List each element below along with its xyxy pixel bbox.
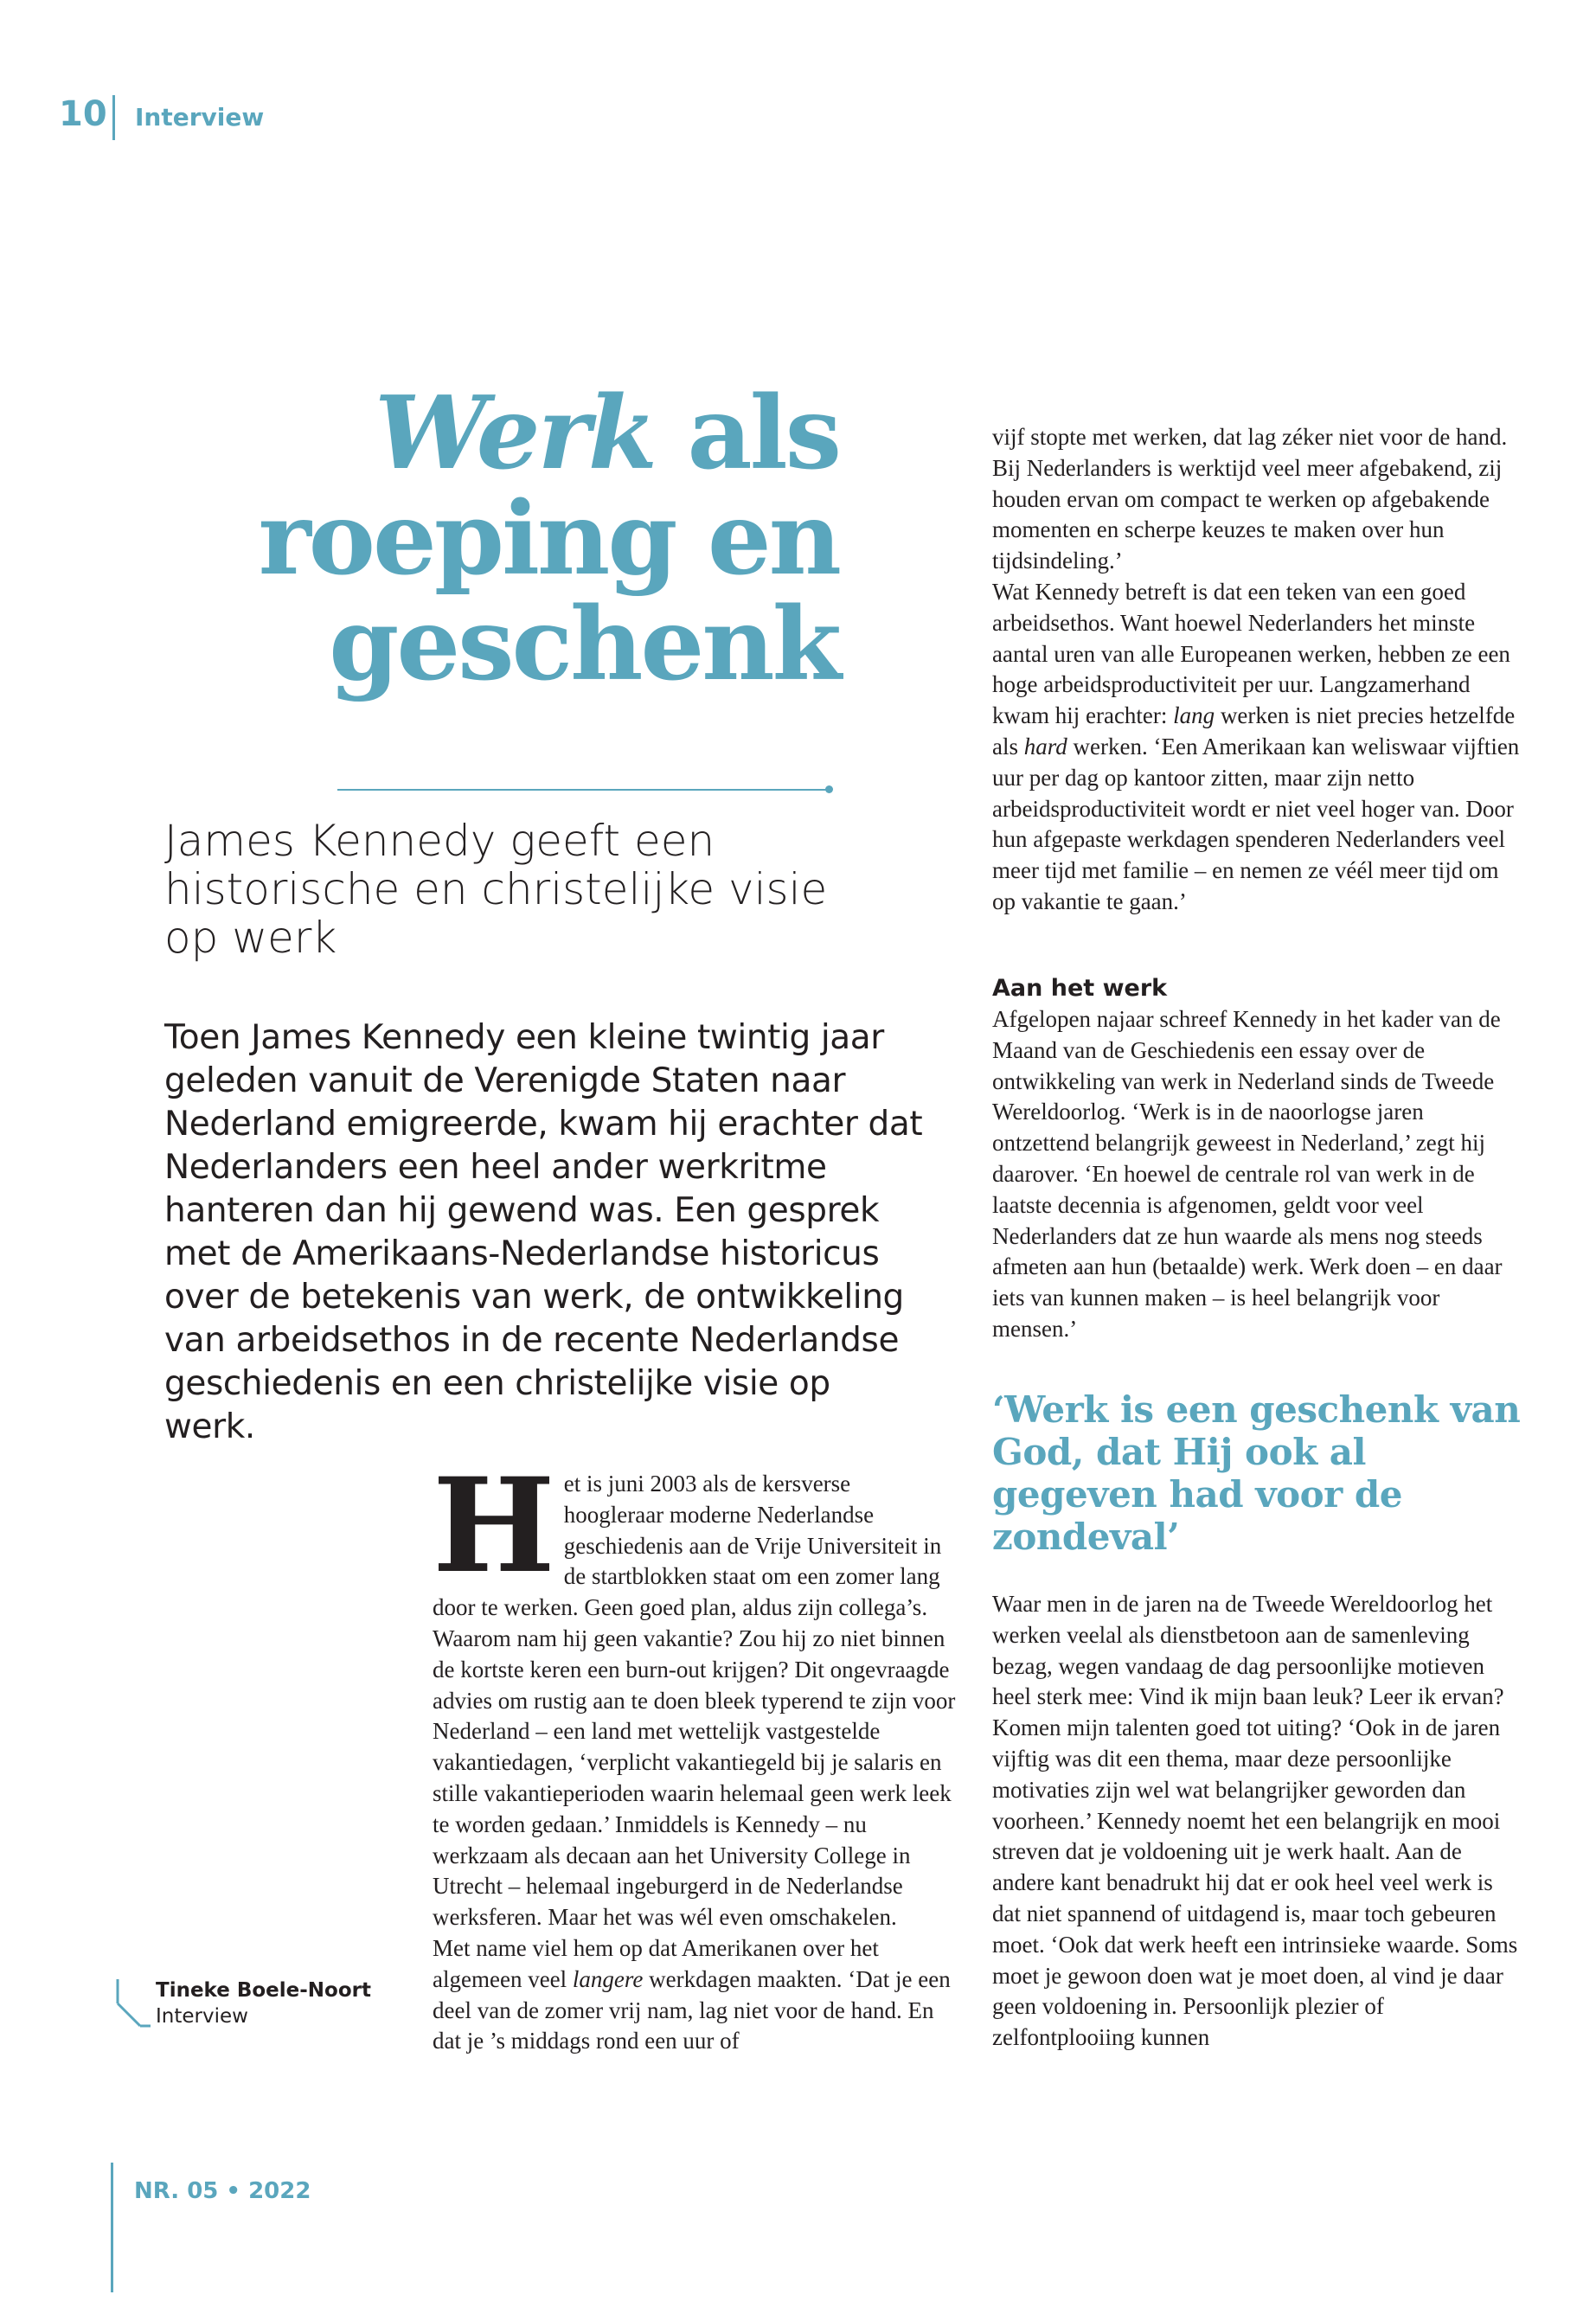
body-paragraph: Afgelopen najaar schreef Kennedy in het kader van de Maand van de Geschiedenis een essay over de ontwikkeling van werk in Nederland sinds de Tweede Wereldoorlog. ‘Werk is in de naoorlogse jaren ontzettend belangrijk geweest in Nederland,’ zegt hij daarover. ‘En hoewel de centrale rol van werk in de laatste decennia is afgenomen, geldt voor veel Nederlanders dat ze hun waarde als mens nog steeds afmeten aan hun (betaalde) werk. Werk doen – en daar iets van kunnen maken – is heel belangrijk voor mensen.’ bbox=[992, 1006, 1503, 1342]
body-column-right-bottom bbox=[992, 1589, 1524, 2054]
page-number: 10 bbox=[59, 94, 107, 134]
body-column-right-section bbox=[992, 1004, 1524, 1345]
article-title bbox=[156, 375, 839, 703]
pen-icon bbox=[114, 1977, 152, 2029]
body-paragraph: vijf stopte met werken, dat lag zéker niet voor de hand. Bij Nederlanders is werktijd veel meer afgebakend, zij houden ervan om compact te werken op afgebakende momenten en scherpe keuzes te maken over hun tijdsindeling.’ bbox=[992, 424, 1508, 574]
title-line-2: roeping en bbox=[258, 480, 839, 598]
author-name: Tineke Boele-Noort bbox=[156, 1979, 371, 2002]
title-divider bbox=[337, 789, 829, 791]
body-paragraph: Waar men in de jaren na de Tweede Wereldoorlog het werken veelal als dienstbetoon aan de samenleving bezag, wegen vandaag de dag persoonlijke motieven heel sterk mee: Vind ik mijn baan leuk? Leer ik ervan? Komen mijn talenten goed tot uiting? ‘Ook in de jaren vijftig was dit een thema, maar deze persoonlijke motivaties zijn wel wat belangrijker geworden dan voorheen.’ Kennedy noemt het een belangrijk en mooi streven dat je voldoening uit je werk haalt. Aan de andere kant benadrukt hij dat er ook heel veel werk is dat niet spannend of uitdagend is, maar toch gebeuren moet. ‘Ook dat werk heeft een intrinsieke waarde. Soms moet je gewoon doen wat je moet doen, al vind je daar geen voldoening in. Persoonlijk plezier of zelfontplooiing kunnen bbox=[992, 1591, 1518, 2051]
article-intro: Toen James Kennedy een kleine twintig jaar geleden vanuit de Verenigde Staten naar Nederland emigreerde, kwam hij erachter dat Nederlanders een heel ander werkritme hanteren dan hij gewend was. Een gesprek met de Amerikaans-Nederlandse historicus over de betekenis van werk, de ontwikkeling van arbeidsethos in de recente Nederlandse geschiedenis en een christelijke visie op werk. bbox=[164, 1018, 923, 1446]
body-paragraph: Met name viel hem op dat Amerikanen over het algemeen veel langere werkdagen maakten. ‘Dat je een deel van de zomer vrij nam, lag niet voor de hand. En dat je ’s middags rond een uur of bbox=[433, 1934, 951, 2054]
title-divider-dot bbox=[825, 785, 833, 793]
section-subheading: Aan het werk bbox=[992, 975, 1168, 1002]
emphasis: lang bbox=[1173, 702, 1215, 729]
author-role: Interview bbox=[156, 2005, 248, 2028]
header-divider bbox=[112, 95, 115, 140]
article-subtitle: James Kennedy geeft een historische en christelijke visie op werk bbox=[164, 816, 828, 963]
footer-divider bbox=[111, 2163, 113, 2292]
title-line-3: geschenk bbox=[329, 586, 839, 703]
title-word-als: als bbox=[655, 375, 839, 492]
body-paragraph: Wat Kennedy betreft is dat een teken van een goed arbeidsethos. Want hoewel Nederlanders het minste aantal uren van alle Europeanen werken, hebben ze een hoge arbeidsproductiviteit per uur. Langzamerhand kwam hij erachter: lang werken is niet precies hetzelfde als hard werken. ‘Een Amerikaan kan weliswaar vijftien uur per dag op kantoor zitten, maar zijn netto arbeidsproductiviteit wordt er niet veel hoger van. Door hun afgepaste werkdagen spenderen Nederlanders veel meer tijd met familie – en nemen ze véél meer tijd om op vakantie te gaan.’ bbox=[992, 578, 1520, 914]
emphasis: langere bbox=[572, 1965, 644, 1992]
body-paragraph: et is juni 2003 als de kersverse hoogleraar moderne Nederlandse geschiedenis aan de Vrije Universiteit in de startblokken staat om een zomer lang door te werken. Geen goed plan, aldus zijn collega’s. Waarom nam hij geen vakantie? Zou hij zo niet binnen de kortste keren een burn-out krijgen? Dit ongevraagde advies om rustig aan te doen bleek typerend te zijn voor Nederland – een land met wettelijk vastgestelde vakantiedagen, ‘verplicht vakantiegeld bij je salaris en stille vakantieperioden waarin helemaal geen werk leek te worden gedaan.’ Inmiddels is Kennedy – nu werkzaam als decaan aan het University College in Utrecht – helemaal ingeburgerd in de Nederlandse werksferen. Maar het was wél even omschakelen. bbox=[433, 1471, 956, 1931]
body-column-middle bbox=[433, 1450, 956, 2057]
body-column-right-top bbox=[992, 422, 1524, 918]
section-label: Interview bbox=[135, 103, 265, 131]
title-word-werk: Werk bbox=[374, 375, 656, 492]
emphasis: hard bbox=[1023, 733, 1067, 760]
issue-number: NR. 05 • 2022 bbox=[134, 2178, 311, 2204]
pull-quote: ‘Werk is een geschenk van God, dat Hij ook al gegeven had voor de zondeval’ bbox=[992, 1388, 1521, 1558]
drop-cap: H bbox=[433, 1450, 555, 1602]
